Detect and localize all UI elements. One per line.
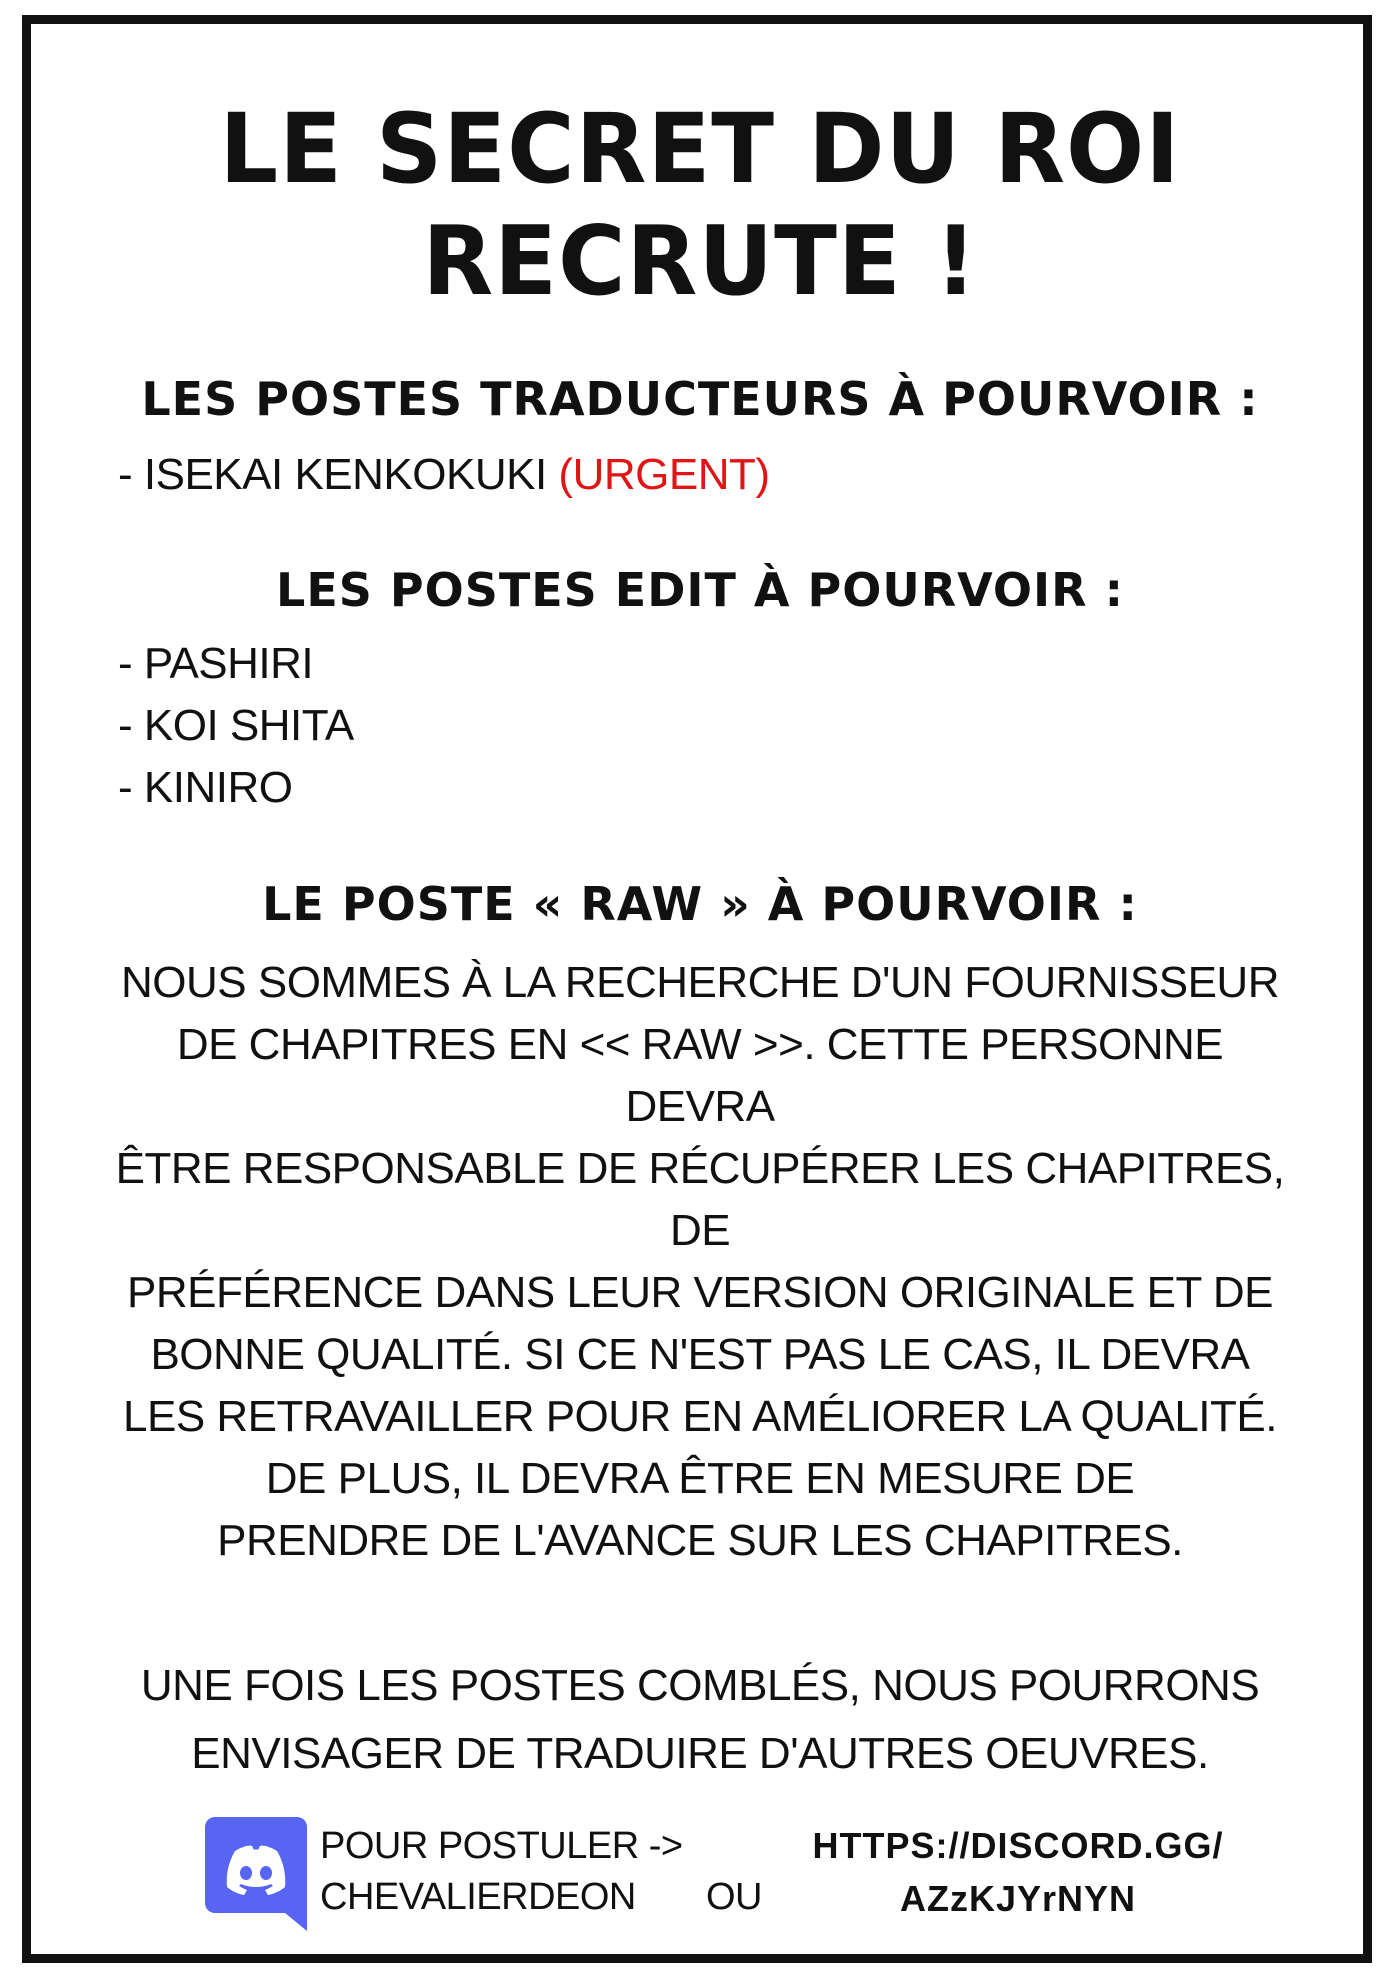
raw-heading: LE POSTE « RAW » À POURVOIR :: [262, 877, 1138, 931]
discord-icon[interactable]: [205, 1817, 307, 1931]
apply-server-name: CHEVALIERDEON: [320, 1876, 636, 1918]
closing-line: ENVISAGER DE TRADUIRE D'AUTRES OEUVRES.: [191, 1729, 1209, 1778]
discord-link-line1[interactable]: HTTPS://DISCORD.GG/: [812, 1825, 1224, 1866]
raw-line: PRÉFÉRENCE DANS LEUR VERSION ORIGINALE ET DE: [127, 1268, 1273, 1317]
list-item: [118, 450, 770, 500]
raw-line: DE PLUS, IL DEVRA ÊTRE EN MESURE DE: [265, 1454, 1135, 1503]
raw-description: [110, 952, 1290, 1572]
raw-line: PRENDRE DE L'AVANCE SUR LES CHAPITRES.: [217, 1516, 1183, 1565]
discord-link-line2[interactable]: AZzKJYrNYN: [899, 1878, 1137, 1919]
raw-line: ÊTRE RESPONSABLE DE RÉCUPÉRER LES CHAPITRES, DE: [115, 1144, 1285, 1255]
closing-text: [110, 1652, 1290, 1788]
page-title: LE SECRET DU ROI RECRUTE !: [219, 92, 1181, 318]
apply-instruction: POUR POSTULER ->: [320, 1825, 683, 1867]
translator-item-label: - ISEKAI KENKOKUKI: [118, 450, 547, 499]
edit-heading: LES POSTES EDIT À POURVOIR :: [276, 563, 1124, 617]
list-item: - PASHIRI: [118, 639, 314, 688]
list-item: - KINIRO: [118, 763, 293, 812]
closing-line: UNE FOIS LES POSTES COMBLÉS, NOUS POURRONS: [140, 1661, 1260, 1710]
list-item: - KOI SHITA: [118, 701, 354, 750]
raw-line: LES RETRAVAILLER POUR EN AMÉLIORER LA QUALITÉ.: [123, 1392, 1277, 1441]
translators-heading: LES POSTES TRADUCTEURS À POURVOIR :: [141, 372, 1259, 426]
urgent-badge: (URGENT): [558, 450, 770, 499]
raw-line: BONNE QUALITÉ. SI CE N'EST PAS LE CAS, IL DEVRA: [150, 1330, 1250, 1379]
or-separator: OU: [706, 1876, 762, 1918]
raw-line: NOUS SOMMES À LA RECHERCHE D'UN FOURNISSEUR: [121, 958, 1279, 1007]
raw-line: DE CHAPITRES EN << RAW >>. CETTE PERSONNE DEVRA: [176, 1020, 1224, 1131]
